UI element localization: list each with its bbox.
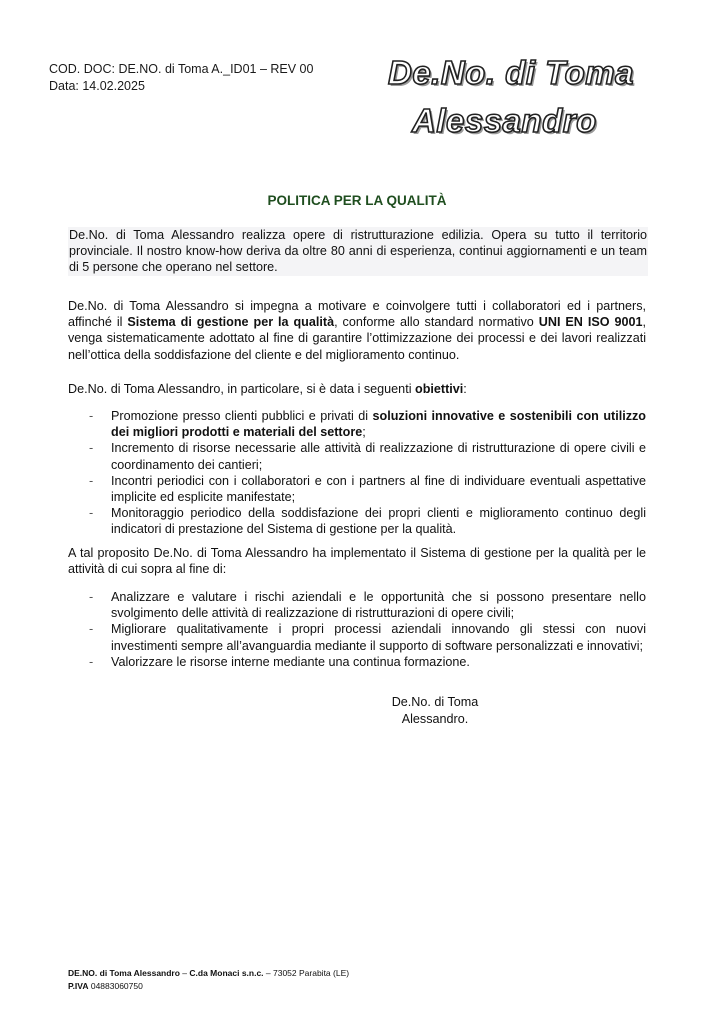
purpose-text: Analizzare e valutare i rischi aziendali e le opportunità che si possono presentare nello svolgimento delle attività di realizzazione di ristrutturazioni di opere civili; [111, 590, 646, 621]
list-item [68, 440, 646, 472]
footer-address-line [68, 967, 349, 980]
objective-text: Incremento di risorse necessarie alle attività di realizzazione di ristrutturazione di opere civili e coordinamento dei cantieri; [111, 441, 646, 472]
commitment-text-3: , venga sistematicamente adottato al fine di garantire l’ottimizzazione dei processi e dei lavori realizzati nell’ottica della soddisfazione del cliente e del miglioramento continuo. [68, 315, 646, 362]
document-date: Data: 14.02.2025 [49, 79, 145, 93]
commitment-text-1: De.No. di Toma Alessandro si impegna a motivare e coinvolgere tutti i collaboratori ed i partners, affinché il [68, 299, 646, 330]
document-code: COD. DOC: DE.NO. di Toma A._ID01 – REV 00 [49, 62, 314, 76]
logo-line-1: De.No. di Toma [388, 54, 634, 91]
footer-office: C.da Monaci s.n.c. [189, 968, 264, 978]
list-item [68, 654, 646, 670]
footer-sep: – [179, 968, 190, 978]
list-item [68, 505, 646, 537]
objective-end: ; [362, 425, 366, 440]
purpose-intro: A tal proposito De.No. di Toma Alessandro ha implementato il Sistema di gestione per la qualità per le attività di cui sopra al fine di: [68, 546, 646, 577]
objective-text: Monitoraggio periodico della soddisfazione dei propri clienti e miglioramento continuo degli indicatori di prestazione del Sistema di gestione per la qualità. [111, 506, 646, 537]
dash-marker: - [89, 441, 94, 456]
signature-block [360, 694, 510, 727]
footer-company: DE.NO. di Toma Alessandro [68, 968, 180, 978]
commitment-bold-standard: UNI EN ISO 9001 [538, 315, 643, 330]
objective-text: Incontri periodici con i collaboratori e con i partners al fine di individuare eventuali aspettative implicite ed esplicite manifestate; [111, 473, 646, 505]
dash-marker: - [89, 654, 94, 669]
intro-paragraph: De.No. di Toma Alessandro realizza opere di ristrutturazione edilizia. Opera su tutto il territorio provinciale. Il nostro know-how deriva da oltre 80 anni di esperienza, continui aggiornamenti e un team di 5 persone che operano nel settore. [69, 228, 647, 275]
objective-bold: soluzioni innovative e sostenibili con utilizzo dei migliori prodotti e materiali del settore [111, 409, 647, 440]
dash-marker: - [89, 473, 94, 488]
commitment-text-2: , conforme allo standard normativo [334, 315, 539, 330]
footer-vat-line [68, 980, 349, 993]
signature-line-2: Alessandro. [401, 711, 469, 726]
purpose-text: Valorizzare le risorse interne mediante una continua formazione. [111, 654, 470, 669]
objectives-list [68, 408, 646, 538]
purposes-list [68, 589, 646, 670]
footer-address: – 73052 Parabita (LE) [263, 968, 350, 978]
purpose-text: Migliorare qualitativamente i propri processi aziendali innovando gli stessi con nuovi investimenti sempre all’avanguardia mediante il supporto di software personalizzati e innovativi; [111, 622, 646, 653]
list-item [68, 589, 646, 621]
objectives-intro-end: : [463, 382, 467, 396]
dash-marker: - [89, 506, 94, 521]
dash-marker: - [89, 622, 94, 637]
company-logo [380, 52, 640, 147]
commitment-paragraph [68, 298, 646, 363]
footer-vat-number: 04883060750 [88, 981, 143, 991]
page-footer [68, 967, 349, 993]
objectives-intro [68, 381, 646, 397]
footer-vat-label: P.IVA [68, 981, 89, 991]
page-title: POLITICA PER LA QUALITÀ [267, 193, 447, 208]
list-item [68, 621, 646, 653]
signature-line-1: De.No. di Toma [391, 695, 479, 709]
dash-marker: - [89, 409, 94, 423]
list-item [68, 473, 646, 505]
document-header [49, 61, 313, 95]
objectives-intro-text: De.No. di Toma Alessandro, in particolare, si è data i seguenti [68, 382, 415, 396]
objectives-intro-bold: obiettivi [415, 382, 464, 396]
dash-marker: - [89, 590, 94, 604]
objective-text: Promozione presso clienti pubblici e privati di [111, 409, 373, 423]
list-item [68, 408, 646, 440]
logo-line-2: Alessandro [412, 102, 597, 139]
commitment-bold-qms: Sistema di gestione per la qualità [127, 315, 335, 330]
